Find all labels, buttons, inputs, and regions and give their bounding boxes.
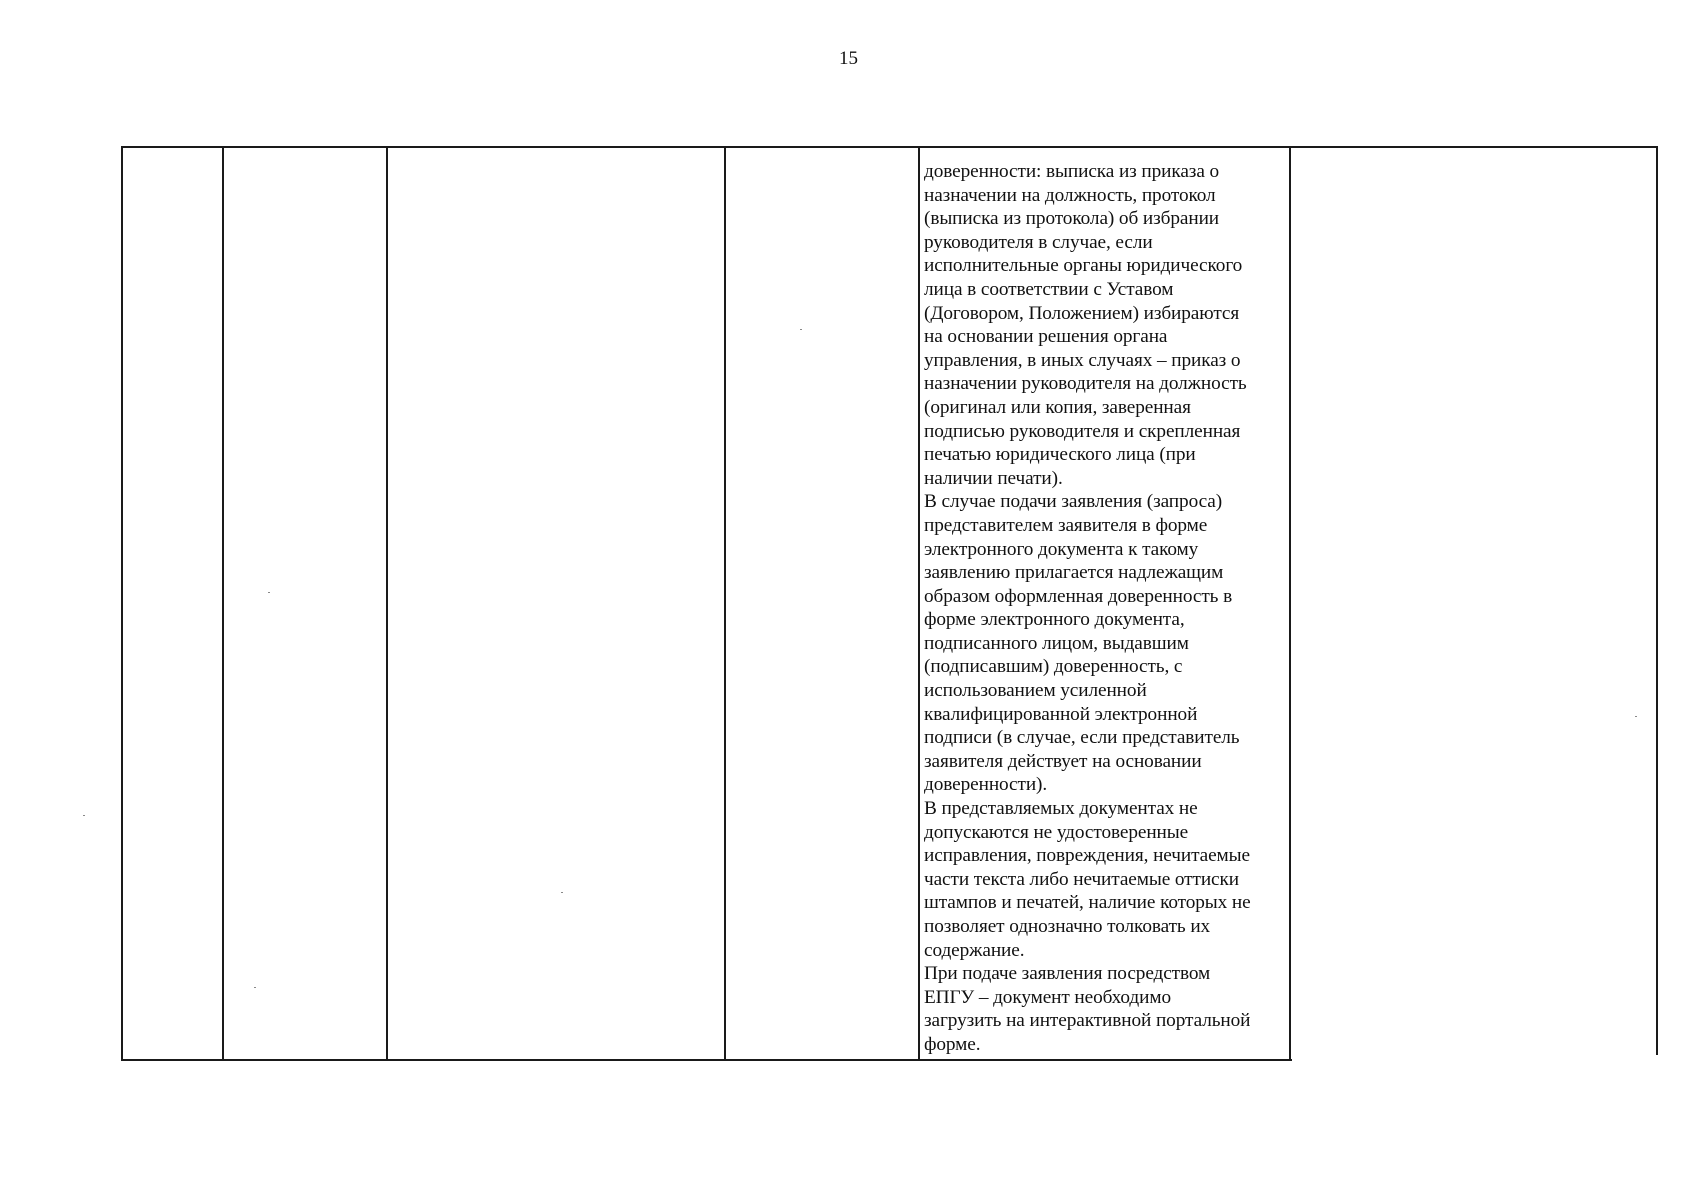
cell-text-line: наличии печати).: [924, 467, 1063, 489]
column-border-4: [724, 146, 726, 1059]
column-border-3: [386, 146, 388, 1060]
column-border-2: [222, 146, 224, 1061]
cell-text-line: заявлению прилагается надлежащим: [924, 562, 1224, 584]
cell-text-line: исправления, повреждения, нечитаемые: [924, 845, 1250, 867]
cell-text-line: подписью руководителя и скрепленная: [924, 420, 1241, 442]
page-number: 15: [839, 48, 858, 69]
cell-text-line: (Договором, Положением) избираются: [924, 302, 1240, 324]
cell-text-line: При подаче заявления посредством: [924, 963, 1211, 985]
scan-speck: [561, 892, 563, 893]
cell-text-line: позволяет однозначно толковать их: [924, 916, 1211, 937]
cell-text-line: подписанного лицом, выдавшим: [924, 632, 1189, 654]
cell-text-line: на основании решения органа: [924, 326, 1168, 348]
cell-text-line: доверенности).: [924, 774, 1048, 796]
column-border-7: [1656, 146, 1658, 1055]
cell-text-line: (подписавшим) доверенность, с: [924, 656, 1183, 678]
cell-text-line: лица в соответствии с Уставом: [924, 278, 1174, 300]
cell-text-line: назначении на должность, протокол: [924, 184, 1216, 206]
cell-text-line: исполнительные органы юридического: [924, 255, 1243, 277]
cell-text-line: штампов и печатей, наличие которых не: [924, 892, 1251, 914]
cell-text-line: содержание.: [924, 939, 1025, 961]
cell-text-line: загрузить на интерактивной портальной: [924, 1010, 1251, 1032]
cell-text-line: квалифицированной электронной: [924, 703, 1198, 725]
cell-text-line: форме.: [924, 1033, 981, 1055]
cell-text-line: допускаются не удостоверенные: [924, 821, 1189, 843]
cell-text-line: В представляемых документах не: [924, 798, 1198, 820]
cell-text-line: электронного документа к такому: [924, 538, 1199, 560]
cell-text-line: печатью юридического лица (при: [924, 444, 1196, 466]
cell-text-line: назначении руководителя на должность: [924, 373, 1247, 395]
table-bottom-border: [122, 1059, 1292, 1061]
column-border-1: [121, 146, 123, 1061]
document-table: [121, 146, 1658, 1061]
column-border-5: [918, 146, 920, 1059]
cell-text-line: образом оформленная доверенность в: [924, 585, 1233, 607]
cell-text-line: части текста либо нечитаемые оттиски: [924, 868, 1239, 890]
scan-speck: [800, 329, 802, 330]
scan-speck: [268, 592, 270, 593]
cell-text-line: (выписка из протокола) об избрании: [924, 208, 1220, 230]
cell-text-line: подписи (в случае, если представитель: [924, 727, 1240, 749]
cell-text-line: доверенности: выписка из приказа о: [924, 161, 1220, 182]
cell-text-line: представителем заявителя в форме: [924, 514, 1208, 536]
scan-speck: [1635, 716, 1637, 717]
cell-text-line: руководителя в случае, если: [924, 231, 1153, 253]
cell-text-line: заявителя действует на основании: [924, 750, 1202, 772]
cell-text-line: управления, в иных случаях – приказ о: [924, 349, 1241, 371]
scan-speck: [83, 815, 85, 816]
requirements-cell-text: [924, 160, 1294, 1057]
cell-text-line: использованием усиленной: [924, 680, 1147, 702]
cell-text-line: форме электронного документа,: [924, 609, 1185, 631]
scan-speck: [254, 987, 256, 988]
cell-text-line: ЕПГУ – документ необходимо: [924, 986, 1171, 1008]
table-top-border: [121, 146, 1658, 148]
cell-text-line: (оригинал или копия, заверенная: [924, 396, 1191, 418]
cell-text-line: В случае подачи заявления (запроса): [924, 491, 1223, 513]
